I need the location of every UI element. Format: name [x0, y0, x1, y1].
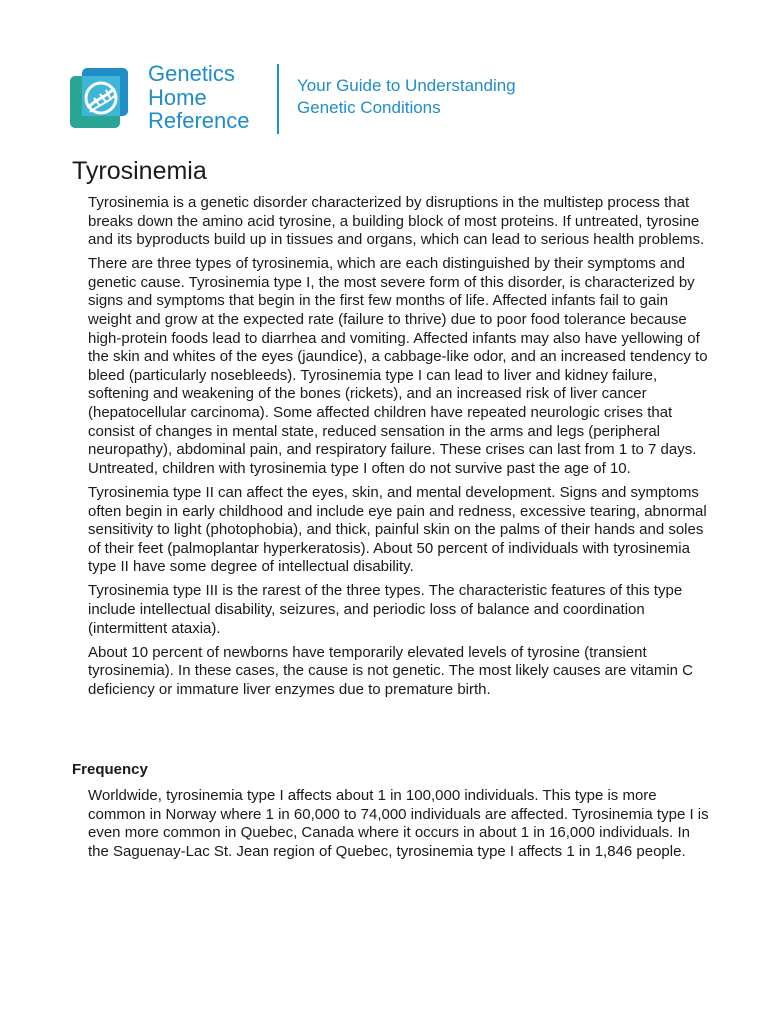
- page-header: [70, 62, 710, 136]
- paragraph-type-2: Tyrosinemia type II can affect the eyes, skin, and mental development. Signs and symptoms often begin in early childhood and include eye pain and redness, excessive tearing, abnormal sensitivity to light (photophobia), and thick, painful skin on the palms of their hands and soles of their feet (palmoplantar hyperkeratosis). About 50 percent of individuals with tyrosinemia type II have some degree of intellectual disability.: [88, 483, 707, 576]
- frequency-paragraph: Worldwide, tyrosinemia type I affects about 1 in 100,000 individuals. This type is more common in Norway where 1 in 60,000 to 74,000 individuals are affected. Tyrosinemia type I is even more common in Quebec, Canada where it occurs in about 1 in 16,000 individuals. In the Saguenay-Lac St. Jean region of Quebec, tyrosinemia type I affects 1 in 1,846 people.: [88, 787, 709, 860]
- tagline-line-2: Genetic Conditions: [297, 98, 441, 117]
- frequency-heading: Frequency: [72, 761, 148, 778]
- intro-content: [88, 194, 713, 705]
- tagline-line-1: Your Guide to Understanding: [297, 76, 516, 95]
- dna-logo-icon: [70, 68, 128, 128]
- frequency-content: [88, 787, 713, 861]
- brand-line-genetics: Genetics: [148, 61, 235, 86]
- paragraph-intro: Tyrosinemia is a genetic disorder characterized by disruptions in the multistep process that breaks down the amino acid tyrosine, a building block of most proteins. If untreated, tyrosine and its byproducts build up in tissues and organs, which can lead to serious health problems.: [88, 194, 705, 249]
- brand-line-reference: Reference: [148, 108, 250, 133]
- paragraph-type-3: Tyrosinemia type III is the rarest of the three types. The characteristic features of this type include intellectual disability, seizures, and periodic loss of balance and coordination (intermittent ataxia).: [88, 582, 683, 637]
- paragraph-transient: About 10 percent of newborns have temporarily elevated levels of tyrosine (transient tyrosinemia). In these cases, the cause is not genetic. The most likely causes are vitamin C deficiency or immature liver enzymes due to premature birth.: [88, 643, 693, 698]
- tagline: [297, 75, 516, 119]
- paragraph-type-1: There are three types of tyrosinemia, which are each distinguished by their symptoms and genetic cause. Tyrosinemia type I, the most severe form of this disorder, is characterized by signs and symptoms that begin in the first few months of life. Affected infants fail to gain weight and grow at the expected rate (failure to thrive) due to poor food tolerance because high-protein foods lead to diarrhea and vomiting. Affected infants may also have yellowing of the skin and whites of the eyes (jaundice), a cabbage-like odor, and an increased tendency to bleed (particularly nosebleeds). Tyrosinemia type I can lead to liver and kidney failure, softening and weakening of the bones (rickets), and an increased risk of liver cancer (hepatocellular carcinoma). Some affected children have repeated neurologic crises that consist of changes in mental state, reduced sensation in the arms and legs (peripheral neuropathy), abdominal pain, and respiratory failure. These crises can last from 1 to 7 days. Untreated, children with tyrosinemia type I often do not survive past the age of 10.: [88, 255, 708, 477]
- brand-line-home: Home: [148, 84, 207, 110]
- header-divider: [277, 64, 279, 134]
- page-title: Tyrosinemia: [72, 157, 207, 185]
- brand-name: [148, 62, 250, 133]
